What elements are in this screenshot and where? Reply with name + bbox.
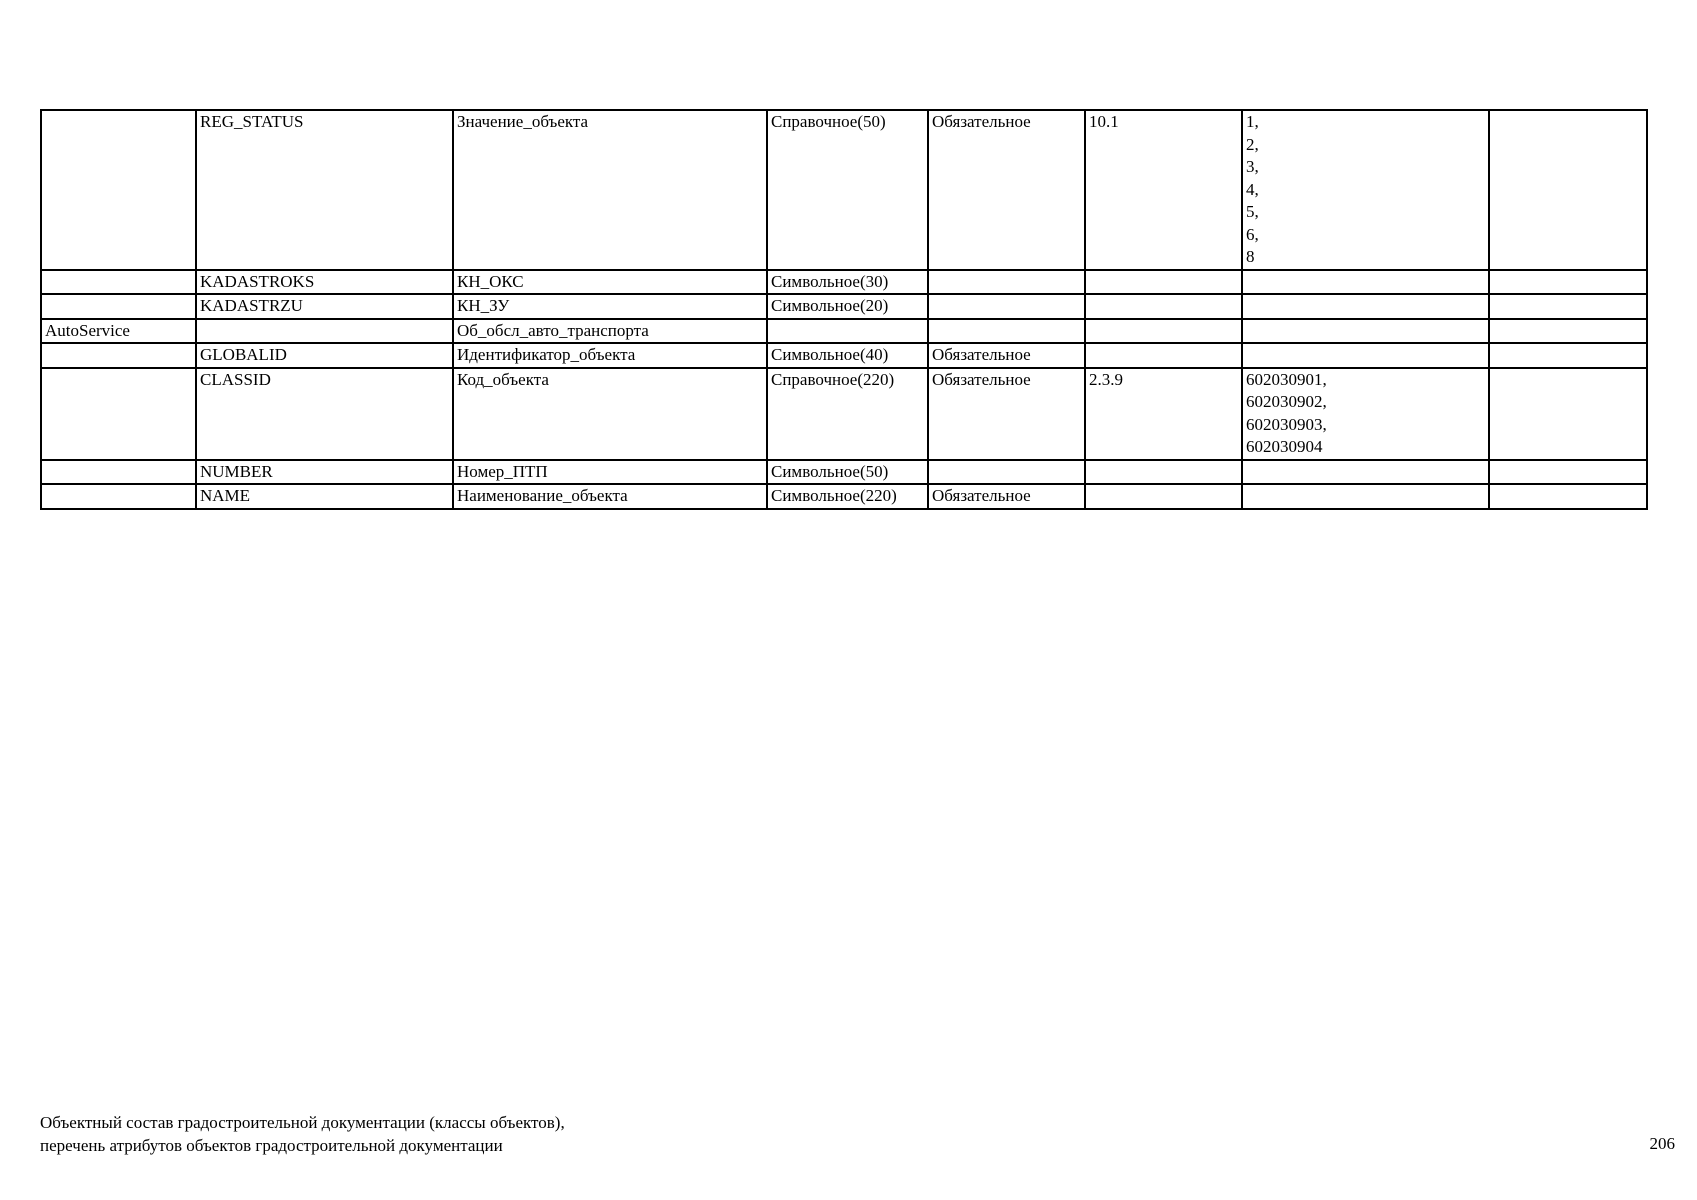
attributes-table bbox=[40, 109, 1648, 510]
requirement-cell bbox=[928, 460, 1085, 485]
attribute-code-cell: REG_STATUS bbox=[196, 110, 453, 270]
requirement-cell: Обязательное bbox=[928, 368, 1085, 460]
table-row bbox=[41, 460, 1647, 485]
data-type-cell: Символьное(20) bbox=[767, 294, 928, 319]
data-type-cell: Справочное(50) bbox=[767, 110, 928, 270]
footer-line-1: Объектный состав градостроительной документации (классы объектов), bbox=[40, 1113, 565, 1132]
class-name-cell bbox=[41, 294, 196, 319]
attribute-code-cell: KADASTRZU bbox=[196, 294, 453, 319]
cell-line: 602030902, bbox=[1246, 392, 1327, 411]
note-cell bbox=[1489, 368, 1647, 460]
data-type-cell: Символьное(40) bbox=[767, 343, 928, 368]
reference-cell bbox=[1085, 319, 1242, 344]
attribute-code-cell: KADASTROKS bbox=[196, 270, 453, 295]
footer-caption bbox=[40, 1112, 565, 1157]
requirement-cell: Обязательное bbox=[928, 110, 1085, 270]
data-type-cell: Справочное(220) bbox=[767, 368, 928, 460]
attribute-name-cell: КН_ОКС bbox=[453, 270, 767, 295]
cell-line: 1, bbox=[1246, 112, 1259, 131]
note-cell bbox=[1489, 319, 1647, 344]
values-cell bbox=[1242, 460, 1489, 485]
reference-cell bbox=[1085, 270, 1242, 295]
attribute-name-cell: Об_обсл_авто_транспорта bbox=[453, 319, 767, 344]
cell-line: 602030904 bbox=[1246, 437, 1323, 456]
values-cell bbox=[1242, 110, 1489, 270]
class-name-cell bbox=[41, 110, 196, 270]
attribute-code-cell bbox=[196, 319, 453, 344]
values-cell bbox=[1242, 270, 1489, 295]
class-name-cell: AutoService bbox=[41, 319, 196, 344]
reference-cell bbox=[1085, 460, 1242, 485]
table-row bbox=[41, 294, 1647, 319]
table-row bbox=[41, 343, 1647, 368]
table-body bbox=[41, 110, 1647, 509]
note-cell bbox=[1489, 294, 1647, 319]
values-cell bbox=[1242, 343, 1489, 368]
attribute-name-cell: Значение_объекта bbox=[453, 110, 767, 270]
data-type-cell: Символьное(30) bbox=[767, 270, 928, 295]
table-row bbox=[41, 270, 1647, 295]
note-cell bbox=[1489, 270, 1647, 295]
attribute-code-cell: CLASSID bbox=[196, 368, 453, 460]
cell-line: 5, bbox=[1246, 202, 1259, 221]
table-row bbox=[41, 484, 1647, 509]
reference-cell: 2.3.9 bbox=[1085, 368, 1242, 460]
cell-line: 3, bbox=[1246, 157, 1259, 176]
reference-cell bbox=[1085, 294, 1242, 319]
cell-line: 2, bbox=[1246, 134, 1259, 154]
cell-line: 602030903, bbox=[1246, 414, 1327, 434]
class-name-cell bbox=[41, 368, 196, 460]
class-name-cell bbox=[41, 343, 196, 368]
data-type-cell: Символьное(50) bbox=[767, 460, 928, 485]
values-cell bbox=[1242, 294, 1489, 319]
page-number: 206 bbox=[1649, 1134, 1675, 1153]
note-cell bbox=[1489, 484, 1647, 509]
reference-cell bbox=[1085, 343, 1242, 368]
reference-cell bbox=[1085, 484, 1242, 509]
note-cell bbox=[1489, 110, 1647, 270]
class-name-cell bbox=[41, 270, 196, 295]
cell-line: 8 bbox=[1246, 247, 1255, 266]
requirement-cell bbox=[928, 319, 1085, 344]
cell-line: 602030901, bbox=[1246, 369, 1327, 389]
requirement-cell: Обязательное bbox=[928, 343, 1085, 368]
requirement-cell: Обязательное bbox=[928, 484, 1085, 509]
attribute-name-cell: Номер_ПТП bbox=[453, 460, 767, 485]
reference-cell: 10.1 bbox=[1085, 110, 1242, 270]
class-name-cell bbox=[41, 484, 196, 509]
note-cell bbox=[1489, 343, 1647, 368]
attribute-code-cell: NUMBER bbox=[196, 460, 453, 485]
attribute-code-cell: GLOBALID bbox=[196, 343, 453, 368]
requirement-cell bbox=[928, 294, 1085, 319]
data-type-cell: Символьное(220) bbox=[767, 484, 928, 509]
footer-line-2: перечень атрибутов объектов градостроительной документации bbox=[40, 1135, 503, 1155]
cell-line: 6, bbox=[1246, 224, 1259, 244]
attribute-name-cell: Код_объекта bbox=[453, 368, 767, 460]
values-cell bbox=[1242, 484, 1489, 509]
attribute-name-cell: Наименование_объекта bbox=[453, 484, 767, 509]
table-row bbox=[41, 368, 1647, 460]
attribute-name-cell: Идентификатор_объекта bbox=[453, 343, 767, 368]
values-cell bbox=[1242, 368, 1489, 460]
class-name-cell bbox=[41, 460, 196, 485]
cell-line: 4, bbox=[1246, 179, 1259, 199]
attribute-code-cell: NAME bbox=[196, 484, 453, 509]
data-type-cell bbox=[767, 319, 928, 344]
values-cell bbox=[1242, 319, 1489, 344]
attribute-name-cell: КН_ЗУ bbox=[453, 294, 767, 319]
requirement-cell bbox=[928, 270, 1085, 295]
table-row bbox=[41, 319, 1647, 344]
note-cell bbox=[1489, 460, 1647, 485]
table-row bbox=[41, 110, 1647, 270]
